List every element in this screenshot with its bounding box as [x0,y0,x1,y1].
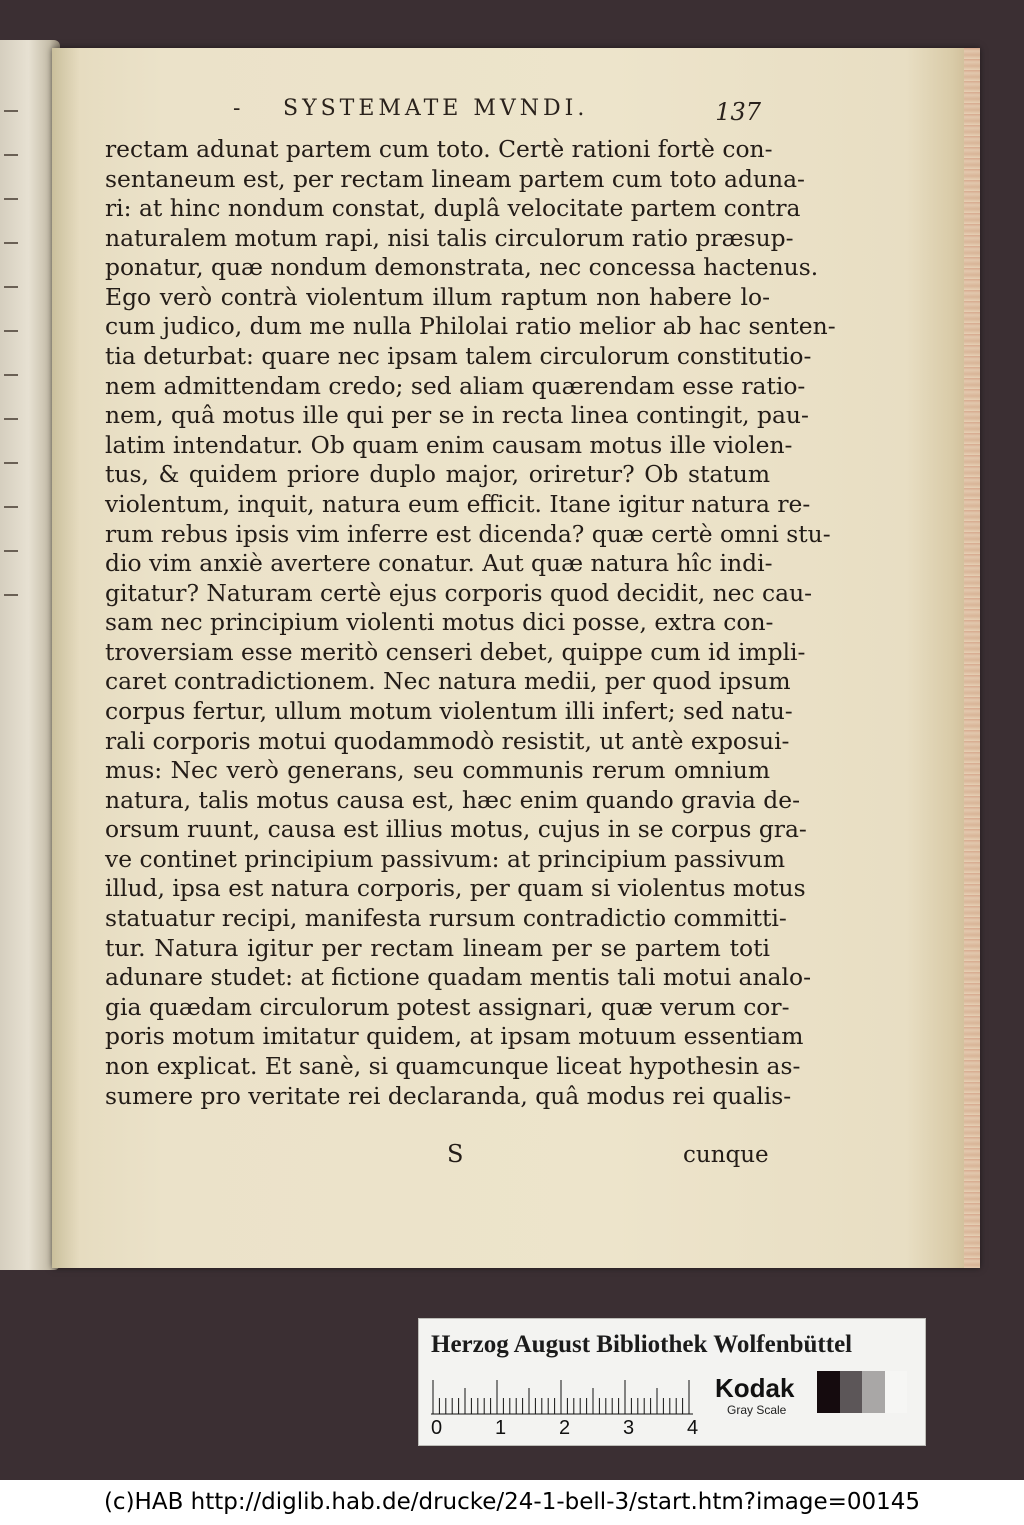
text-line: caret contradictionem. Nec natura medii, per quod ipsum [105,667,791,696]
body-text [105,135,836,1111]
text-line: sentaneum est, per rectam lineam partem cum toto aduna- [105,164,805,193]
facing-page-text-fragment [4,550,18,552]
text-line: ponatur, quæ nondum demonstrata, nec concessa hactenus. [105,253,819,282]
text-line: cum judico, dum me nulla Philolai ratio melior ab hac senten- [105,312,836,341]
text-line: gia quædam circulorum potest assignari, quæ verum cor- [105,992,790,1021]
text-line: naturalem motum rapi, nisi talis circulorum ratio præsup- [105,223,794,252]
ruler-scale [431,1375,693,1415]
text-line: gitatur? Naturam certè ejus corporis quod decidit, nec cau- [105,578,813,607]
color-target-card [418,1318,926,1446]
facing-page-text-fragment [4,418,18,420]
kodak-logo: Kodak [715,1373,795,1403]
text-line: tus, & quidem priore duplo major, oriretur? Ob statum [105,460,770,489]
facing-page-text-fragment [4,198,18,200]
ruler-number: 2 [559,1417,571,1439]
text-line: illud, ipsa est natura corporis, per quam si violentus motus [105,874,806,903]
running-head-title: SYSTEMATE MVNDI. [283,96,589,121]
facing-page-text-fragment [4,286,18,288]
ruler-number: 1 [495,1417,507,1439]
text-line: adunare studet: at fictione quadam mentis tali motui analo- [105,963,811,992]
text-line: sumere pro veritate rei declaranda, quâ modus rei qualis- [105,1081,792,1110]
text-line: rali corporis motui quodammodò resistit, ut antè exposui- [105,726,790,755]
signature-mark: S [447,1140,464,1168]
text-line: mus: Nec verò generans, seu communis rerum omnium [105,756,770,785]
facing-page-text-fragment [4,110,18,112]
text-line: tia deturbat: quare nec ipsam talem circulorum constitutio- [105,342,812,371]
facing-page-text-fragment [4,506,18,508]
text-line: rectam adunat partem cum toto. Certè rationi fortè con- [105,135,773,163]
text-line: nem, quâ motus ille qui per se in recta linea contingit, pau- [105,401,809,430]
text-line: statuatur recipi, manifesta rursum contradictio committi- [105,904,787,933]
facing-page-text-fragment [4,462,18,464]
text-line: orsum ruunt, causa est illius motus, cujus in se corpus gra- [105,815,807,844]
text-line: violentum, inquit, natura eum efficit. Itane igitur natura re- [105,489,811,518]
ruler-number: 0 [431,1417,443,1439]
text-line: non explicat. Et sanè, si quamcunque liceat hypothesin as- [105,1051,801,1080]
facing-page-text-fragment [4,154,18,156]
page-number: 137 [715,98,761,126]
ruler-number: 3 [623,1417,635,1439]
text-line: natura, talis motus causa est, hæc enim quando gravia de- [105,785,801,814]
running-head [225,96,765,126]
text-line: Ego verò contrà violentum illum raptum non habere lo- [105,282,770,311]
text-line: ri: at hinc nondum constat, duplâ velocitate partem contra [105,194,801,223]
ruler-number: 4 [687,1417,699,1439]
text-line: nem admittendam credo; sed aliam quærendam esse ratio- [105,371,806,400]
gray-scale-patches [817,1371,907,1413]
facing-page-text-fragment [4,374,18,376]
footer-url: (c)HAB http://diglib.hab.de/drucke/24-1-bell-3/start.htm?image=00145 [0,1480,1024,1525]
facing-page-edge [0,40,60,1270]
head-dash: - [233,96,241,121]
text-line: troversiam esse meritò censeri debet, quippe cum id impli- [105,637,806,666]
facing-page-text-fragment [4,594,18,596]
catchword: cunque [683,1142,769,1168]
gray-scale-label: Gray Scale [727,1403,787,1417]
library-name: Herzog August Bibliothek Wolfenbüttel [431,1331,853,1358]
text-line: ve continet principium passivum: at principium passivum [105,844,786,873]
text-line: poris motum imitatur quidem, at ipsam motuum essentiam [105,1022,804,1051]
ruler-numbers [431,1417,711,1443]
facing-page-text-fragment [4,242,18,244]
page-fore-edge [964,48,980,1268]
text-line: corpus fertur, ullum motum violentum illi infert; sed natu- [105,696,793,725]
text-line: dio vim anxiè avertere conatur. Aut quæ natura hîc indi- [105,549,773,578]
facing-page-text-fragment [4,330,18,332]
text-line: latim intendatur. Ob quam enim causam motus ille violen- [105,430,793,459]
text-line: sam nec principium violenti motus dici posse, extra con- [105,608,774,637]
text-line: tur. Natura igitur per rectam lineam per se partem toti [105,933,770,962]
text-line: rum rebus ipsis vim inferre est dicenda? quæ certè omni stu- [105,519,831,548]
